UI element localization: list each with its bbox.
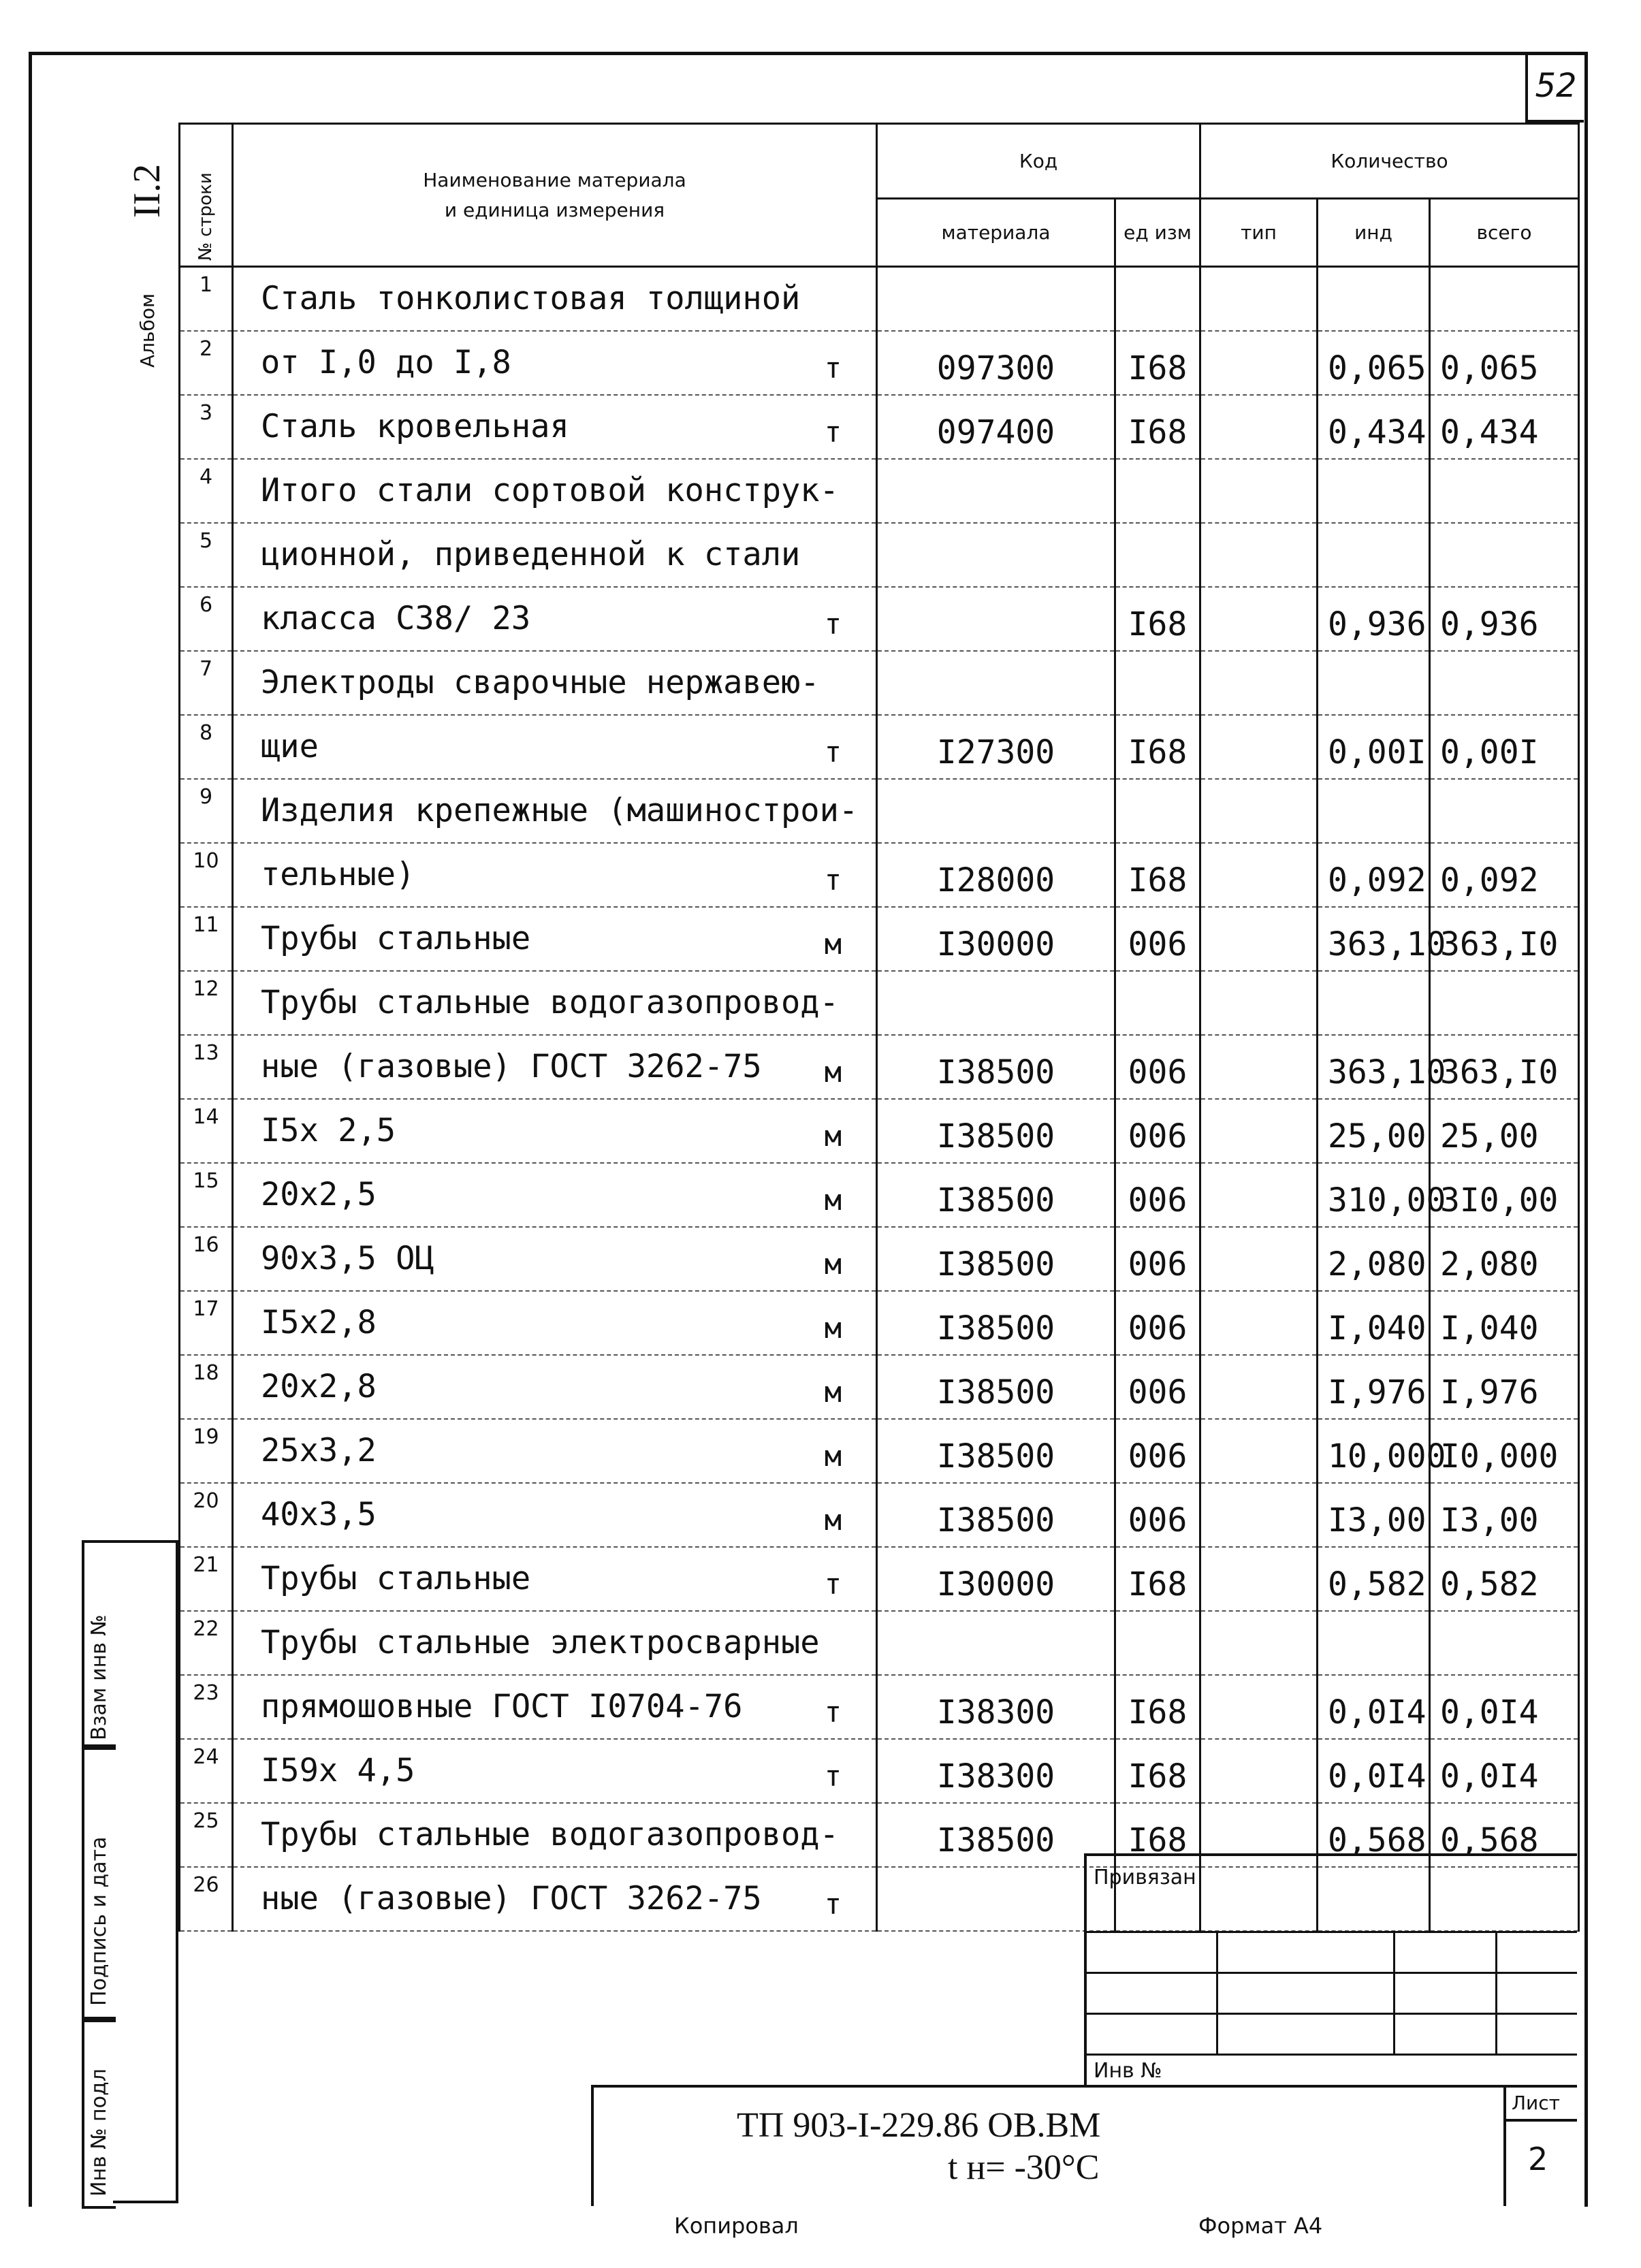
unit-code: 006: [1115, 1483, 1200, 1547]
qty-type: [1200, 587, 1318, 651]
material-code: I38500: [877, 1291, 1115, 1355]
stamp-line-1: [1087, 1931, 1577, 1933]
row-number: 22: [180, 1611, 233, 1675]
material-code: [877, 779, 1115, 843]
table-row: [180, 587, 1579, 651]
material-name: 25x3,2: [261, 1432, 377, 1469]
row-number: 7: [180, 651, 233, 715]
header-quantity: Количество: [1200, 124, 1579, 199]
qty-ind: 363,10: [1318, 1035, 1430, 1099]
side-box-vzam: [82, 1540, 116, 1750]
row-name-cell: [233, 395, 877, 459]
table-row: [180, 907, 1579, 971]
row-number: 23: [180, 1675, 233, 1739]
stamp-inv-no: Инв №: [1094, 2059, 1162, 2083]
album-number: II.2: [126, 163, 168, 218]
qty-ind: 0,936: [1318, 587, 1430, 651]
row-name-cell: [233, 1355, 877, 1419]
row-number: 21: [180, 1547, 233, 1611]
table-row: [180, 1547, 1579, 1611]
material-unit: м: [824, 1183, 842, 1217]
table-row: [180, 715, 1579, 779]
stamp-privyazan-box: [1084, 1853, 1577, 2088]
unit-code: [1115, 267, 1200, 331]
material-name: I5x2,8: [261, 1304, 377, 1341]
material-code: I30000: [877, 1547, 1115, 1611]
qty-total: 0,0I4: [1430, 1675, 1579, 1739]
unit-code: I68: [1115, 1739, 1200, 1803]
material-code: I38500: [877, 1355, 1115, 1419]
qty-total: 3I0,00: [1430, 1163, 1579, 1227]
material-unit: м: [824, 1055, 842, 1089]
table-row: [180, 1355, 1579, 1419]
header-qty-total: всего: [1430, 199, 1579, 267]
table-row: [180, 1611, 1579, 1675]
qty-type: [1200, 971, 1318, 1035]
qty-type: [1200, 1035, 1318, 1099]
unit-code: 006: [1115, 907, 1200, 971]
stamp-list-divider: [1503, 2088, 1506, 2206]
qty-ind: [1318, 1611, 1430, 1675]
unit-code: 006: [1115, 1291, 1200, 1355]
qty-total: 0,065: [1430, 331, 1579, 395]
row-name-cell: [233, 1035, 877, 1099]
table-row: [180, 523, 1579, 587]
material-name: I59x 4,5: [261, 1752, 415, 1789]
material-code: [877, 587, 1115, 651]
header-code-unit: ед изм: [1115, 199, 1200, 267]
row-number: 6: [180, 587, 233, 651]
table-row: [180, 1163, 1579, 1227]
qty-type: [1200, 1419, 1318, 1483]
material-unit: м: [824, 1311, 842, 1345]
unit-code: I68: [1115, 395, 1200, 459]
row-name-cell: [233, 1675, 877, 1739]
material-name: 90x3,5 ОЦ: [261, 1240, 434, 1277]
unit-code: I68: [1115, 715, 1200, 779]
material-name: 40x3,5: [261, 1496, 377, 1533]
material-name: I5x 2,5: [261, 1112, 396, 1149]
table-row: [180, 843, 1579, 907]
qty-type: [1200, 1163, 1318, 1227]
unit-code: [1115, 459, 1200, 523]
qty-total: [1430, 523, 1579, 587]
table-row: [180, 395, 1579, 459]
qty-type: [1200, 331, 1318, 395]
stamp-title-line1: ТП 903-I-229.86 ОВ.ВМ: [737, 2106, 1101, 2145]
table-row: [180, 1291, 1579, 1355]
material-name: прямошовные ГОСТ I0704-76: [261, 1688, 743, 1725]
stamp-vline-1: [1216, 1931, 1218, 2054]
footer-format: Формат А4: [1198, 2213, 1323, 2239]
table-row: [180, 1675, 1579, 1739]
qty-ind: I,976: [1318, 1355, 1430, 1419]
material-unit: м: [824, 1503, 842, 1537]
row-name-cell: [233, 1483, 877, 1547]
stamp-list-hline: [1503, 2119, 1577, 2122]
qty-total: I3,00: [1430, 1483, 1579, 1547]
material-name: Сталь кровельная: [261, 408, 569, 445]
qty-type: [1200, 715, 1318, 779]
material-name: 20x2,5: [261, 1176, 377, 1213]
qty-ind: [1318, 523, 1430, 587]
material-name: Сталь тонколистовая толщиной: [261, 280, 801, 318]
qty-type: [1200, 395, 1318, 459]
material-unit: м: [824, 1375, 842, 1409]
table-row: [180, 459, 1579, 523]
table-row: [180, 651, 1579, 715]
unit-code: I68: [1115, 843, 1200, 907]
row-number: 1: [180, 267, 233, 331]
qty-ind: [1318, 971, 1430, 1035]
qty-ind: 25,00: [1318, 1099, 1430, 1163]
material-code: I38500: [877, 1803, 1115, 1867]
qty-ind: 0,092: [1318, 843, 1430, 907]
qty-total: [1430, 1611, 1579, 1675]
unit-code: [1115, 971, 1200, 1035]
qty-ind: 10,000: [1318, 1419, 1430, 1483]
material-name: Итого стали сортовой конструк-: [261, 472, 839, 509]
material-name: класса С38/ 23: [261, 600, 531, 637]
header-code-material: материала: [877, 199, 1115, 267]
material-name: Трубы стальные: [261, 1560, 531, 1597]
qty-total: 0,582: [1430, 1547, 1579, 1611]
row-name-cell: [233, 331, 877, 395]
qty-type: [1200, 1227, 1318, 1291]
unit-code: 006: [1115, 1227, 1200, 1291]
unit-code: 006: [1115, 1419, 1200, 1483]
row-number: 14: [180, 1099, 233, 1163]
row-number: 12: [180, 971, 233, 1035]
unit-code: I68: [1115, 1547, 1200, 1611]
qty-type: [1200, 1483, 1318, 1547]
unit-code: [1115, 523, 1200, 587]
qty-type: [1200, 651, 1318, 715]
material-name: Электроды сварочные нержавею-: [261, 664, 820, 701]
material-unit: м: [824, 927, 842, 961]
stamp-list-value: 2: [1528, 2141, 1548, 2177]
material-code: I38500: [877, 1483, 1115, 1547]
row-number: 25: [180, 1803, 233, 1867]
qty-total: 2,080: [1430, 1227, 1579, 1291]
material-code: 097400: [877, 395, 1115, 459]
row-number: 8: [180, 715, 233, 779]
row-name-cell: [233, 971, 877, 1035]
qty-total: [1430, 651, 1579, 715]
qty-total: 0,936: [1430, 587, 1579, 651]
material-name: щие: [261, 728, 319, 765]
footer-copied: Копировал: [674, 2213, 799, 2239]
header-qty-type: тип: [1200, 199, 1318, 267]
table-row: [180, 1227, 1579, 1291]
row-name-cell: [233, 1419, 877, 1483]
qty-type: [1200, 843, 1318, 907]
row-number: 2: [180, 331, 233, 395]
unit-code: I68: [1115, 1675, 1200, 1739]
qty-type: [1200, 1355, 1318, 1419]
qty-ind: 0,582: [1318, 1547, 1430, 1611]
row-number: 3: [180, 395, 233, 459]
qty-type: [1200, 1547, 1318, 1611]
header-name: Наименование материала и единица измерения: [233, 124, 877, 267]
qty-type: [1200, 779, 1318, 843]
row-name-cell: [233, 843, 877, 907]
qty-type: [1200, 1291, 1318, 1355]
unit-code: 006: [1115, 1355, 1200, 1419]
stamp-title-line2: t н= -30°C: [948, 2148, 1100, 2187]
table-row: [180, 779, 1579, 843]
material-name: Трубы стальные водогазопровод-: [261, 1816, 839, 1853]
side-label-inv-podl: Инв № подл: [87, 2069, 111, 2197]
header-row-no: № строки: [180, 124, 233, 267]
unit-code: [1115, 1611, 1200, 1675]
row-name-cell: [233, 267, 877, 331]
stamp-privyazan: Привязан: [1094, 1866, 1196, 1889]
header-code: Код: [877, 124, 1200, 199]
qty-ind: 0,568: [1318, 1803, 1430, 1867]
table-row: [180, 1419, 1579, 1483]
row-number: 13: [180, 1035, 233, 1099]
qty-ind: 0,0I4: [1318, 1675, 1430, 1739]
qty-total: 0,0I4: [1430, 1739, 1579, 1803]
row-name-cell: [233, 651, 877, 715]
album-label: Альбом: [136, 293, 159, 368]
unit-code: I68: [1115, 1803, 1200, 1867]
material-code: [877, 523, 1115, 587]
side-box-podpis: [82, 1744, 116, 2022]
qty-ind: 0,065: [1318, 331, 1430, 395]
row-name-cell: [233, 1867, 877, 1931]
material-unit: т: [824, 735, 842, 769]
table-row: [180, 331, 1579, 395]
qty-total: 0,00I: [1430, 715, 1579, 779]
unit-code: [1115, 779, 1200, 843]
material-unit: т: [824, 415, 842, 449]
row-number: 9: [180, 779, 233, 843]
row-name-cell: [233, 1739, 877, 1803]
unit-code: 006: [1115, 1099, 1200, 1163]
qty-type: [1200, 459, 1318, 523]
row-name-cell: [233, 907, 877, 971]
stamp-line-2: [1087, 1972, 1577, 1974]
material-unit: т: [824, 1759, 842, 1793]
qty-type: [1200, 907, 1318, 971]
material-name: ные (газовые) ГОСТ 3262-75: [261, 1048, 762, 1085]
qty-type: [1200, 1675, 1318, 1739]
qty-type: [1200, 267, 1318, 331]
row-name-cell: [233, 1291, 877, 1355]
qty-ind: I,040: [1318, 1291, 1430, 1355]
qty-total: 0,568: [1430, 1803, 1579, 1867]
stamp-vline-3: [1495, 1931, 1497, 2054]
row-number: 26: [180, 1867, 233, 1931]
side-label-vzam: Взам инв №: [87, 1614, 111, 1740]
material-name: от I,0 до I,8: [261, 344, 511, 381]
qty-type: [1200, 1739, 1318, 1803]
sheet-number-top: 52: [1525, 52, 1584, 123]
qty-type: [1200, 1099, 1318, 1163]
unit-code: [1115, 651, 1200, 715]
unit-code: I68: [1115, 331, 1200, 395]
material-name: Трубы стальные водогазопровод-: [261, 984, 839, 1021]
qty-total: 363,I0: [1430, 907, 1579, 971]
material-name: Изделия крепежные (машинострои-: [261, 792, 859, 829]
qty-ind: [1318, 459, 1430, 523]
row-number: 10: [180, 843, 233, 907]
row-number: 16: [180, 1227, 233, 1291]
row-name-cell: [233, 779, 877, 843]
material-name: ционной, приведенной к стали: [261, 536, 801, 573]
header-qty-ind: инд: [1318, 199, 1430, 267]
material-unit: м: [824, 1439, 842, 1473]
material-unit: м: [824, 1247, 842, 1281]
stamp-line-4: [1087, 2054, 1577, 2056]
material-unit: т: [824, 351, 842, 385]
qty-ind: 363,10: [1318, 907, 1430, 971]
material-code: I38500: [877, 1035, 1115, 1099]
material-name: ные (газовые) ГОСТ 3262-75: [261, 1880, 762, 1917]
stamp-line-3: [1087, 2013, 1577, 2015]
qty-total: [1430, 459, 1579, 523]
material-unit: т: [824, 1567, 842, 1601]
material-code: [877, 1867, 1115, 1931]
qty-total: 25,00: [1430, 1099, 1579, 1163]
qty-total: [1430, 971, 1579, 1035]
material-unit: м: [824, 1119, 842, 1153]
material-name: Трубы стальные электросварные: [261, 1624, 820, 1661]
row-name-cell: [233, 459, 877, 523]
stamp-list-label: Лист: [1512, 2092, 1560, 2114]
materials-table: [178, 123, 1580, 1932]
row-number: 4: [180, 459, 233, 523]
row-number: 19: [180, 1419, 233, 1483]
row-name-cell: [233, 1803, 877, 1867]
qty-type: [1200, 523, 1318, 587]
side-box-inv-podl: [82, 2017, 116, 2209]
table-row: [180, 1739, 1579, 1803]
row-number: 18: [180, 1355, 233, 1419]
qty-total: 363,I0: [1430, 1035, 1579, 1099]
qty-ind: 0,0I4: [1318, 1739, 1430, 1803]
material-code: I28000: [877, 843, 1115, 907]
material-code: [877, 651, 1115, 715]
row-name-cell: [233, 715, 877, 779]
row-number: 11: [180, 907, 233, 971]
table-row: [180, 1483, 1579, 1547]
row-name-cell: [233, 1099, 877, 1163]
qty-ind: 0,00I: [1318, 715, 1430, 779]
material-code: [877, 459, 1115, 523]
side-box-wide: [113, 1540, 178, 2203]
material-name: тельные): [261, 856, 415, 893]
row-name-cell: [233, 587, 877, 651]
row-name-cell: [233, 1611, 877, 1675]
material-code: [877, 267, 1115, 331]
qty-ind: [1318, 267, 1430, 331]
qty-total: 0,434: [1430, 395, 1579, 459]
row-name-cell: [233, 1163, 877, 1227]
material-code: I38300: [877, 1675, 1115, 1739]
qty-total: I,976: [1430, 1355, 1579, 1419]
unit-code: 006: [1115, 1163, 1200, 1227]
qty-total: [1430, 267, 1579, 331]
material-code: I38500: [877, 1227, 1115, 1291]
table-row: [180, 267, 1579, 331]
qty-total: 0,092: [1430, 843, 1579, 907]
row-name-cell: [233, 523, 877, 587]
material-name: 20x2,8: [261, 1368, 377, 1405]
qty-total: I0,000: [1430, 1419, 1579, 1483]
material-code: I38300: [877, 1739, 1115, 1803]
row-number: 20: [180, 1483, 233, 1547]
material-code: I30000: [877, 907, 1115, 971]
material-unit: т: [824, 607, 842, 641]
qty-ind: 310,00: [1318, 1163, 1430, 1227]
stamp-vline-2: [1393, 1931, 1395, 2054]
row-number: 15: [180, 1163, 233, 1227]
stamp-title-box: [591, 2085, 1577, 2206]
material-code: 097300: [877, 331, 1115, 395]
qty-ind: [1318, 651, 1430, 715]
material-code: I38500: [877, 1099, 1115, 1163]
qty-ind: 0,434: [1318, 395, 1430, 459]
row-number: 17: [180, 1291, 233, 1355]
qty-ind: [1318, 779, 1430, 843]
table-row: [180, 971, 1579, 1035]
qty-total: [1430, 779, 1579, 843]
material-code: I38500: [877, 1419, 1115, 1483]
qty-ind: 2,080: [1318, 1227, 1430, 1291]
row-name-cell: [233, 1547, 877, 1611]
side-label-podpis: Подпись и дата: [87, 1836, 111, 2006]
row-number: 5: [180, 523, 233, 587]
material-unit: т: [824, 863, 842, 897]
table-row: [180, 1099, 1579, 1163]
material-code: [877, 971, 1115, 1035]
qty-type: [1200, 1611, 1318, 1675]
row-number: 24: [180, 1739, 233, 1803]
qty-ind: I3,00: [1318, 1483, 1430, 1547]
unit-code: 006: [1115, 1035, 1200, 1099]
material-code: I38500: [877, 1163, 1115, 1227]
material-name: Трубы стальные: [261, 920, 531, 957]
row-name-cell: [233, 1227, 877, 1291]
material-code: I27300: [877, 715, 1115, 779]
qty-total: I,040: [1430, 1291, 1579, 1355]
material-unit: т: [824, 1695, 842, 1729]
material-code: [877, 1611, 1115, 1675]
table-row: [180, 1035, 1579, 1099]
material-unit: т: [824, 1887, 842, 1921]
unit-code: I68: [1115, 587, 1200, 651]
